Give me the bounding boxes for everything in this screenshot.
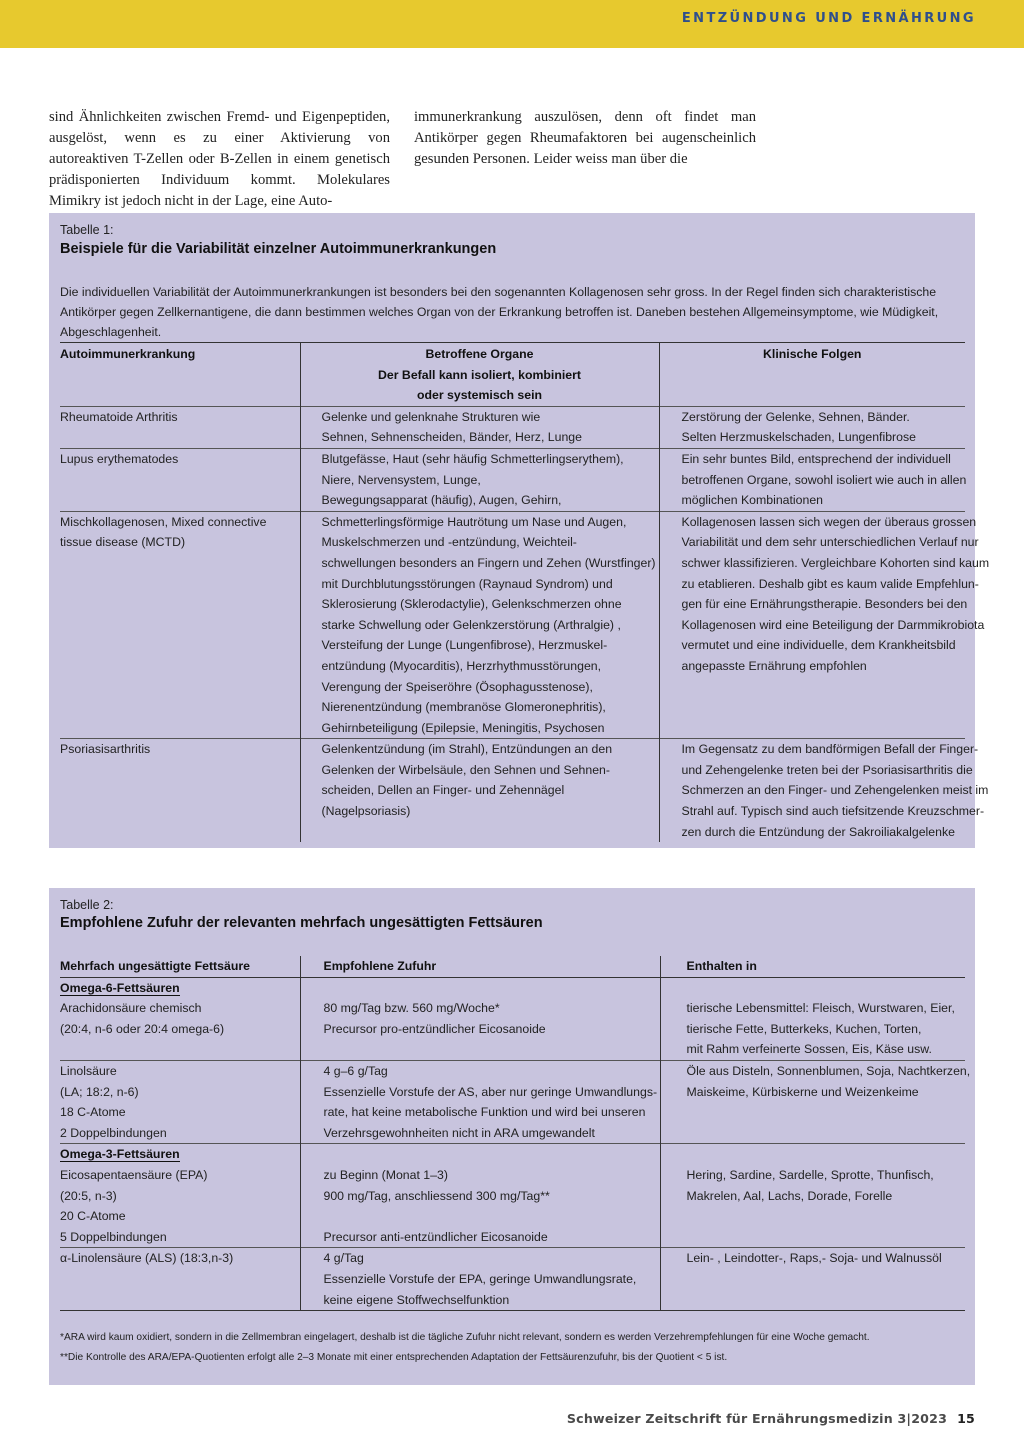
cell-line: (Nagelpsoriasis) bbox=[321, 804, 411, 819]
cell-line: schwer klassifizieren. Vergleichbare Kohorten sind kaum bbox=[681, 555, 990, 570]
consequences-cell bbox=[659, 739, 989, 842]
cell-line: Öle aus Disteln, Sonnenblumen, Soja, Nachtkerzen, bbox=[686, 1063, 971, 1078]
cell-line: 20 C-Atome bbox=[60, 1209, 126, 1224]
cell-line: Gelenken der Wirbelsäule, den Sehnen und Sehnen- bbox=[321, 762, 610, 777]
table-row bbox=[60, 511, 965, 739]
cell-line: und Zehengelenke treten bei der Psoriasisarthritis die bbox=[681, 762, 973, 777]
intro-text-column-1: sind Ähnlichkeiten zwischen Fremd- und Eigenpeptiden, ausgelöst, wenn es zu einer Aktivierung von autoreaktiven T-Zellen oder B-Zellen in einem genetisch prädisponierten Individuum kommt. Molekulares Mimikry ist jedoch nicht in der Lage, eine Auto- bbox=[49, 109, 390, 209]
table-row bbox=[60, 1248, 965, 1311]
table-1 bbox=[60, 342, 990, 842]
cell-line: Lein- , Leindotter-, Raps,- Soja- und Walnussöl bbox=[686, 1251, 942, 1266]
cell-line: Kollagenosen lassen sich wegen der überaus grossen bbox=[681, 514, 977, 529]
cell-line: Precursor pro-entzündlicher Eicosanoide bbox=[323, 1021, 546, 1036]
empty-cell bbox=[660, 1144, 965, 1165]
table-2-header-row bbox=[60, 956, 965, 977]
cell-line: Zerstörung der Gelenke, Sehnen, Bänder. bbox=[681, 409, 910, 424]
group-name-cell bbox=[60, 1144, 300, 1165]
cell-line: angepasste Ernährung empfohlen bbox=[681, 658, 867, 673]
table-2-body bbox=[60, 977, 971, 1311]
cell-line: Verzehrsgewohnheiten nicht in ARA umgewandelt bbox=[323, 1125, 595, 1140]
page-number: 15 bbox=[957, 1411, 975, 1426]
table-1-body bbox=[60, 406, 990, 842]
header-autoimmunerkrankung: Autoimmunerkrankung bbox=[60, 343, 300, 407]
table-row bbox=[60, 1060, 965, 1143]
cell-line: (20:4, n-6 oder 20:4 omega-6) bbox=[60, 1021, 225, 1036]
table-1-box bbox=[49, 213, 990, 848]
header-betroffene-organe bbox=[300, 343, 659, 407]
cell-line: (LA; 18:2, n-6) bbox=[60, 1084, 139, 1099]
table-row bbox=[60, 739, 965, 842]
cell-line: 18 C-Atome bbox=[60, 1105, 126, 1120]
cell-line: Precursor anti-entzündlicher Eicosanoide bbox=[323, 1229, 548, 1244]
table-1-label: Tabelle 1: bbox=[60, 223, 114, 237]
table-2-box bbox=[49, 888, 975, 1385]
group-row bbox=[60, 977, 965, 998]
cell-line: 2 Doppelbindungen bbox=[60, 1125, 167, 1140]
cell-line: 900 mg/Tag, anschliessend 300 mg/Tag** bbox=[323, 1188, 550, 1203]
cell-line: starke Schwellung oder Gelenkzerstörung (Arthralgie) , bbox=[321, 617, 621, 632]
acid-cell bbox=[60, 998, 300, 1060]
acid-cell bbox=[60, 1248, 300, 1311]
cell-line: Strahl auf. Typisch sind auch tiefsitzende Kreuzschmer- bbox=[681, 804, 985, 819]
table-1-description: Die individuellen Variabilität der Autoimmunerkrankungen ist besonders bei den sogenannten Kollagenosen sehr gross. In der Regel finden sich charakteristische Antikörper gegen Zellkernantigene, die dann bestimmen welches Organ von der Erkrankung betroffen ist. Daneben bestehen Allgemeinsymptome, wie Müdigkeit, Abgeschlagenheit. bbox=[60, 285, 939, 339]
cell-line: 80 mg/Tag bzw. 560 mg/Woche* bbox=[323, 1001, 500, 1016]
sources-cell bbox=[660, 998, 965, 1060]
empty-cell bbox=[300, 1144, 660, 1165]
header-klinische-folgen: Klinische Folgen bbox=[659, 343, 965, 407]
header-enthalten-in: Enthalten in bbox=[660, 956, 965, 977]
cell-line: Nierenentzündung (membranöse Glomeronephritis), bbox=[321, 700, 606, 715]
cell-line: Eicosapentaensäure (EPA) bbox=[60, 1167, 208, 1182]
cell-line: α-Linolensäure (ALS) (18:3,n-3) bbox=[60, 1251, 234, 1266]
cell-line: Versteifung der Lunge (Lungenfibrose), Herzmuskel- bbox=[321, 638, 608, 653]
cell-line: Niere, Nervensystem, Lunge, bbox=[321, 472, 481, 487]
cell-line: mit Rahm verfeinerte Sossen, Eis, Käse usw. bbox=[686, 1042, 932, 1057]
organs-cell bbox=[300, 406, 659, 448]
disease-cell bbox=[60, 511, 300, 739]
cell-line: tierische Lebensmittel: Fleisch, Wurstwaren, Eier, bbox=[686, 1001, 955, 1016]
cell-line: Bewegungsapparat (häufig), Augen, Gehirn, bbox=[321, 493, 562, 508]
section-header-bar bbox=[0, 0, 1024, 48]
empty-cell bbox=[660, 977, 965, 998]
header-empfohlene-zufuhr: Empfohlene Zufuhr bbox=[300, 956, 660, 977]
consequences-cell bbox=[659, 511, 990, 739]
group-name: Omega-3-Fettsäuren bbox=[60, 1147, 180, 1162]
consequences-cell bbox=[659, 406, 965, 448]
cell-line: Selten Herzmuskelschaden, Lungenfibrose bbox=[681, 430, 916, 445]
cell-line: möglichen Kombinationen bbox=[681, 493, 824, 508]
table-2-footnotes bbox=[60, 1328, 965, 1368]
table-row bbox=[60, 448, 965, 511]
disease-cell bbox=[60, 448, 300, 511]
table-row bbox=[60, 406, 965, 448]
table-1-title: Beispiele für die Variabilität einzelner Autoimmunerkrankungen bbox=[60, 241, 497, 257]
cell-line: Gelenkentzündung (im Strahl), Entzündungen an den bbox=[321, 742, 613, 757]
cell-line: tissue disease (MCTD) bbox=[60, 535, 186, 550]
page-footer bbox=[567, 1411, 975, 1426]
header-fettsaeure: Mehrfach ungesättigte Fettsäure bbox=[60, 956, 300, 977]
cell-line: mit Durchblutungsstörungen (Raynaud Syndrom) und bbox=[321, 576, 613, 591]
cell-line: Mischkollagenosen, Mixed connective bbox=[60, 514, 267, 529]
acid-cell bbox=[60, 1060, 300, 1143]
cell-line: Schmerzen an den Finger- und Zehengelenken meist im bbox=[681, 783, 989, 798]
cell-line: (20:5, n-3) bbox=[60, 1188, 117, 1203]
table-1-header-row bbox=[60, 343, 965, 407]
cell-line bbox=[324, 1206, 660, 1227]
group-name-cell bbox=[60, 977, 300, 998]
cell-line: Sklerosierung (Sklerodactylie), Gelenkschmerzen ohne bbox=[321, 597, 622, 612]
cell-line: Gehirnbeteiligung (Epilepsie, Meningitis, Psychosen bbox=[321, 720, 605, 735]
cell-line: Essenzielle Vorstufe der AS, aber nur geringe Umwandlungs- bbox=[323, 1084, 658, 1099]
cell-line: Arachidonsäure chemisch bbox=[60, 1001, 202, 1016]
intake-cell bbox=[300, 1165, 660, 1248]
cell-line: Linolsäure bbox=[60, 1063, 117, 1078]
table-2-label: Tabelle 2: bbox=[60, 898, 114, 912]
cell-line: betroffenen Organe, sowohl isoliert wie auch in allen bbox=[681, 472, 967, 487]
table-row bbox=[60, 998, 965, 1060]
cell-line: vermutet und eine individuelle, dem Krankheitsbild bbox=[681, 638, 956, 653]
intro-text-column-2: immunerkrankung auszulösen, denn oft findet man Antikörper gegen Rheumafaktoren bei augenscheinlich gesunden Personen. Leider weiss man über die bbox=[414, 109, 756, 167]
organs-cell bbox=[300, 511, 659, 739]
group-name: Omega-6-Fettsäuren bbox=[60, 980, 180, 995]
cell-line bbox=[324, 1039, 660, 1060]
cell-line: 4 g–6 g/Tag bbox=[323, 1063, 388, 1078]
cell-line: zu etablieren. Deshalb gibt es kaum valide Empfehlun- bbox=[681, 576, 979, 591]
sources-cell bbox=[660, 1248, 965, 1311]
cell-line: zen durch die Entzündung der Sakroiliakalgelenke bbox=[681, 824, 955, 839]
sources-cell bbox=[660, 1165, 965, 1248]
cell-line: zu Beginn (Monat 1–3) bbox=[323, 1167, 448, 1182]
cell-line: Hering, Sardine, Sardelle, Sprotte, Thunfisch, bbox=[686, 1167, 934, 1182]
header-line: oder systemisch sein bbox=[416, 388, 543, 403]
intake-cell bbox=[300, 1060, 660, 1143]
disease-cell bbox=[60, 406, 300, 448]
header-line: Der Befall kann isoliert, kombiniert bbox=[378, 367, 581, 382]
group-row bbox=[60, 1144, 965, 1165]
organs-cell bbox=[300, 739, 659, 842]
section-title: ENTZÜNDUNG UND ERNÄHRUNG bbox=[681, 11, 976, 26]
cell-line: Sehnen, Sehnenscheiden, Bänder, Herz, Lunge bbox=[321, 430, 582, 445]
cell-line: Maiskeime, Kürbiskerne und Weizenkeime bbox=[686, 1084, 919, 1099]
footnote-1: *ARA wird kaum oxidiert, sondern in die Zellmembran eingelagert, deshalb ist die tägliche Zufuhr nicht relevant, sondern es werden Verzehrempfehlungen für eine Woche gemacht. bbox=[60, 1332, 870, 1343]
cell-line: Kollagenosen wird eine Beteiligung der Darmmikrobiota bbox=[681, 617, 985, 632]
cell-line: Muskelschmerzen und -entzündung, Weichteil- bbox=[321, 535, 577, 550]
consequences-cell bbox=[659, 448, 965, 511]
cell-line: Makrelen, Aal, Lachs, Dorade, Forelle bbox=[686, 1188, 893, 1203]
intake-cell bbox=[300, 1248, 660, 1311]
cell-line: Lupus erythematodes bbox=[60, 451, 179, 466]
cell-line: Blutgefässe, Haut (sehr häufig Schmetterlingserythem), bbox=[321, 451, 624, 466]
journal-name: Schweizer Zeitschrift für Ernährungsmedizin 3|2023 bbox=[566, 1411, 948, 1426]
cell-line: Verengung der Speiseröhre (Ösophagusstenose), bbox=[321, 679, 593, 694]
cell-line: Gelenke und gelenknahe Strukturen wie bbox=[321, 409, 541, 424]
header-line: Betroffene Organe bbox=[425, 347, 534, 361]
table-2 bbox=[60, 956, 971, 1311]
cell-line: Ein sehr buntes Bild, entsprechend der individuell bbox=[681, 451, 951, 466]
cell-line: gen für eine Ernährungstherapie. Besonders bei den bbox=[681, 597, 968, 612]
intake-cell bbox=[300, 998, 660, 1060]
cell-line bbox=[60, 1039, 300, 1060]
table-2-title: Empfohlene Zufuhr der relevanten mehrfach ungesättigten Fettsäuren bbox=[60, 915, 543, 931]
cell-line: Psoriasisarthritis bbox=[60, 742, 151, 757]
cell-line: 5 Doppelbindungen bbox=[60, 1229, 167, 1244]
cell-line: Schmetterlingsförmige Hautrötung um Nase und Augen, bbox=[321, 514, 627, 529]
acid-cell bbox=[60, 1165, 300, 1248]
cell-line: entzündung (Myocarditis), Herzrhythmusstörungen, bbox=[321, 658, 602, 673]
cell-line: Rheumatoide Arthritis bbox=[60, 409, 178, 424]
empty-cell bbox=[300, 977, 660, 998]
cell-line: Essenzielle Vorstufe der EPA, geringe Umwandlungsrate, bbox=[323, 1271, 637, 1286]
cell-line: schwellungen besonders an Fingern und Zehen (Wurstfinger) bbox=[321, 555, 656, 570]
cell-line: keine eigene Stoffwechselfunktion bbox=[323, 1292, 510, 1307]
footnote-2: **Die Kontrolle des ARA/EPA-Quotienten erfolgt alle 2–3 Monate mit einer entsprechenden Adaptation der Fettsäurenzufuhr, bis der Quotient < 5 ist. bbox=[60, 1352, 728, 1363]
cell-line: scheiden, Dellen an Finger- und Zehennägel bbox=[321, 783, 565, 798]
cell-line: rate, hat keine metabolische Funktion und wird bei unseren bbox=[323, 1105, 646, 1120]
sources-cell bbox=[660, 1060, 971, 1143]
disease-cell bbox=[60, 739, 300, 842]
cell-line: Im Gegensatz zu dem bandförmigen Befall der Finger- bbox=[681, 742, 979, 757]
cell-line: Variabilität und dem sehr unterschiedlichen Verlauf nur bbox=[681, 535, 979, 550]
table-row bbox=[60, 1165, 965, 1248]
cell-line: 4 g/Tag bbox=[323, 1251, 364, 1266]
organs-cell bbox=[300, 448, 659, 511]
cell-line: tierische Fette, Butterkeks, Kuchen, Torten, bbox=[686, 1021, 922, 1036]
